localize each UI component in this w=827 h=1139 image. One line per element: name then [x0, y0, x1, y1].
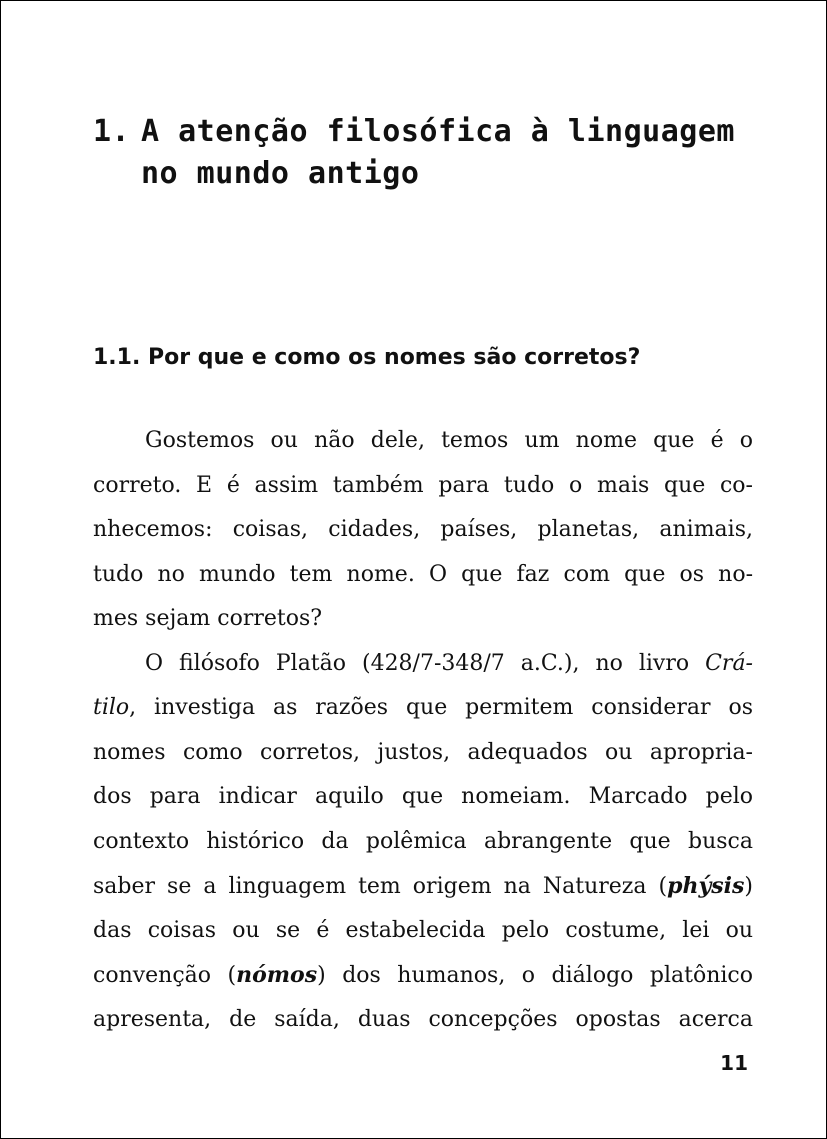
paragraph-2-line-6-close: ) — [744, 874, 753, 899]
section-title: 1.1. Por que e como os nomes são corretos? — [93, 345, 641, 370]
chapter-title-line-1 — [93, 111, 773, 153]
chapter-title — [93, 111, 773, 195]
paragraph-2-line-6-text: saber se a linguagem tem origem na Natureza ( — [93, 874, 668, 899]
term-physis: phýsis — [667, 873, 745, 899]
paragraph-1-line-2: correto. E é assim também para tudo o mais que co- — [93, 472, 753, 498]
chapter-title-line-2: no mundo antigo — [141, 156, 420, 191]
paragraph-2-line-6 — [93, 864, 753, 909]
paragraph-1-line-3: nhecemos: coisas, cidades, países, planetas, animais, — [93, 517, 753, 542]
paragraph-2-line-7: das coisas ou se é estabelecida pelo costume, lei ou — [93, 917, 753, 943]
paragraph-1-line-4: tudo no mundo tem nome. O que faz com que os no- — [93, 561, 753, 587]
paragraph-2-line-8 — [93, 953, 753, 998]
book-title-part-2: tilo — [93, 695, 130, 720]
chapter-number: 1. — [93, 114, 131, 149]
paragraph-1-line-1: Gostemos ou não dele, temos um nome que é o — [145, 428, 753, 453]
paragraph-2-line-5: contexto histórico da polêmica abrangente que busca — [93, 828, 753, 854]
body-text — [93, 419, 753, 1042]
paragraph-2-line-8-rest: ) dos humanos, o diálogo platônico — [317, 963, 753, 988]
paragraph-2-line-4: dos para indicar aquilo que nomeiam. Marcado pelo — [93, 784, 753, 809]
term-nomos: nómos — [236, 962, 318, 988]
paragraph-2-line-2-text: , investiga as razões que permitem considerar os — [129, 695, 753, 720]
paragraph-2-line-3: nomes como corretos, justos, adequados ou apropria- — [93, 739, 753, 765]
book-title-part-1: Crá- — [705, 650, 753, 676]
chapter-title-text-1: A atenção filosófica à linguagem — [141, 114, 735, 149]
paragraph-2-line-2 — [93, 686, 753, 731]
paragraph-1-line-5: mes sejam corretos? — [93, 606, 323, 631]
paragraph-2-line-9: apresenta, de saída, duas concepções opostas acerca — [93, 1006, 753, 1032]
paragraph-2-line-8-text: convenção ( — [93, 963, 237, 988]
paragraph-2-line-1-text: O filósofo Platão (428/7-348/7 a.C.), no livro — [145, 650, 706, 676]
paragraph-2-line-1 — [93, 642, 753, 687]
page-number: 11 — [720, 1051, 748, 1075]
